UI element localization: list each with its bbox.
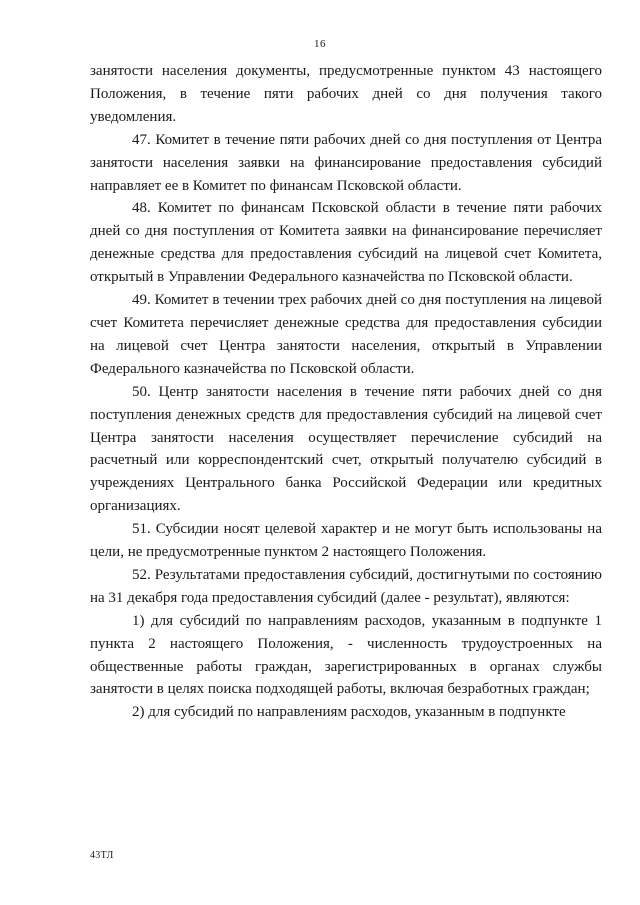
paragraph-52-item-2: 2) для субсидий по направлениям расходов, указанным в подпункте — [132, 704, 566, 721]
paragraph-continuation: занятости населения документы, предусмотренные пунктом 43 настоящего Положения, в течение пяти рабочих дней со дня получения такого уведомления. — [90, 63, 602, 125]
paragraph-52-item-1: 1) для субсидий по направлениям расходов, указанным в подпункте 1 пункта 2 настоящего Положения, - численность трудоустроенных на общественные работы граждан, зарегистрированных в органах службы занятости в целях поиска подходящей работы, включая безработных граждан; — [90, 612, 602, 698]
paragraph-50: 50. Центр занятости населения в течение пяти рабочих дней со дня поступления денежных средств для предоставления субсидий на лицевой счет Центра занятости населения осуществляет перечисление субсидий на расчетный или корреспондентский счет, открытый получателю субсидий в учреждениях Центрального банка Российской Федерации или кредитных организациях. — [90, 383, 602, 515]
page-number: 16 — [314, 38, 326, 50]
paragraph-51: 51. Субсидии носят целевой характер и не могут быть использованы на цели, не предусмотренные пунктом 2 настоящего Положения. — [90, 521, 602, 561]
paragraph-52: 52. Результатами предоставления субсидий, достигнутыми по состоянию на 31 декабря года предоставления субсидий (далее - результат), являются: — [90, 566, 602, 606]
footer-document-code: 43ТЛ — [90, 850, 114, 861]
paragraph-49: 49. Комитет в течении трех рабочих дней со дня поступления на лицевой счет Комитета перечисляет денежные средства для предоставления субсидии на лицевой счет Центра занятости населения, открытый в Управлении Федерального казначейства по Псковской области. — [90, 292, 602, 377]
paragraph-47: 47. Комитет в течение пяти рабочих дней со дня поступления от Центра занятости населения заявки на финансирование предоставления субсидий направляет ее в Комитет по финансам Псковской области. — [90, 131, 602, 194]
document-body — [90, 60, 602, 724]
paragraph-48: 48. Комитет по финансам Псковской области в течение пяти рабочих дней со дня поступления от Комитета заявки на финансирование перечисляет денежные средства для предоставления субсидий на лицевой счет Комитета, открытый в Управлении Федерального казначейства по Псковской области. — [90, 200, 602, 286]
